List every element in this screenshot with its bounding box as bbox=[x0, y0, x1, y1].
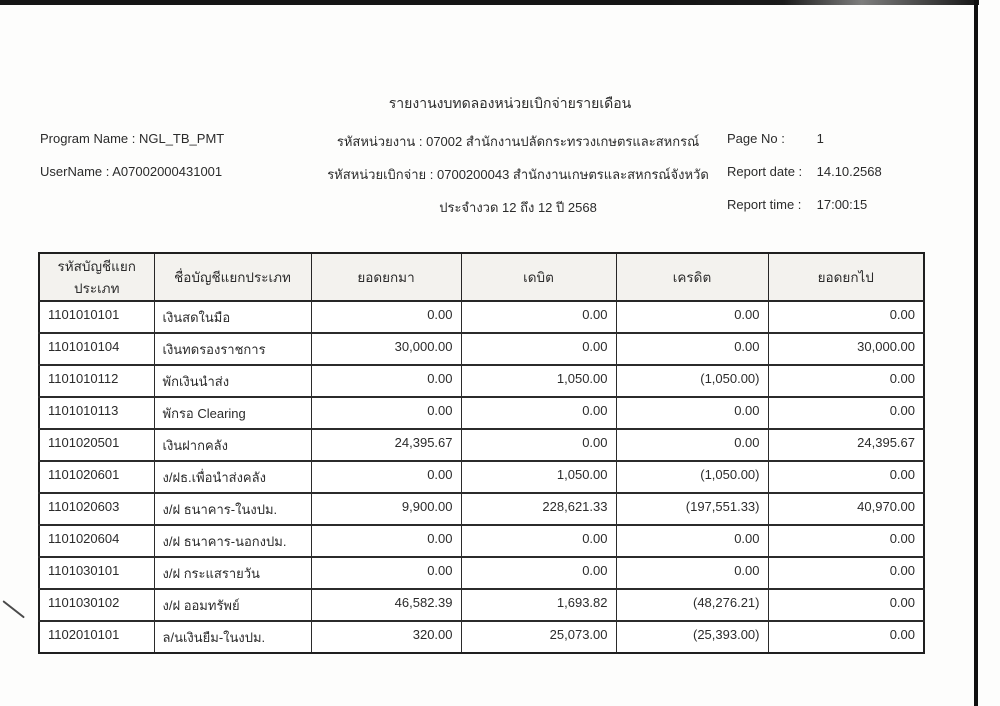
table-row bbox=[39, 557, 924, 589]
user-name: UserName : A07002000431001 bbox=[40, 164, 223, 179]
disbursement-unit-code: รหัสหน่วยเบิกจ่าย : 0700200043 สำนักงานเกษตรและสหกรณ์จังหวัด bbox=[327, 167, 709, 182]
account-name-cell: ง/ฝธ.เพื่อนำส่งคลัง bbox=[154, 461, 311, 493]
agency-code: รหัสหน่วยงาน : 07002 สำนักงานปลัดกระทรวงเกษตรและสหกรณ์ bbox=[336, 134, 700, 149]
table-row bbox=[39, 365, 924, 397]
table-header-cell-1: ชื่อบัญชีแยกประเภท bbox=[154, 253, 311, 301]
pen-mark-artifact bbox=[2, 600, 25, 618]
account-name-cell: พักเงินนำส่ง bbox=[154, 365, 311, 397]
amount-cell: 0.00 bbox=[311, 397, 461, 429]
amount-cell: (1,050.00) bbox=[616, 365, 768, 397]
amount-cell: (25,393.00) bbox=[616, 621, 768, 653]
amount-cell: 24,395.67 bbox=[768, 429, 924, 461]
amount-cell: 24,395.67 bbox=[311, 429, 461, 461]
page-no-label: Page No : bbox=[727, 131, 785, 146]
amount-cell: 320.00 bbox=[311, 621, 461, 653]
account-code-cell: 1101010104 bbox=[39, 333, 154, 365]
account-code-cell: 1101020601 bbox=[39, 461, 154, 493]
period-line: ประจำงวด 12 ถึง 12 ปี 2568 bbox=[439, 200, 597, 215]
amount-cell: 0.00 bbox=[768, 525, 924, 557]
report-time bbox=[727, 197, 867, 212]
report-time-value: 17:00:15 bbox=[816, 197, 868, 212]
table-row bbox=[39, 621, 924, 653]
account-code-cell: 1101030102 bbox=[39, 589, 154, 621]
amount-cell: 0.00 bbox=[311, 557, 461, 589]
amount-cell: 0.00 bbox=[311, 365, 461, 397]
table-header-cell-4: เครดิต bbox=[616, 253, 768, 301]
amount-cell: 40,970.00 bbox=[768, 493, 924, 525]
table-row bbox=[39, 429, 924, 461]
amount-cell: 0.00 bbox=[461, 557, 616, 589]
table-header-cell-2: ยอดยกมา bbox=[311, 253, 461, 301]
table-row bbox=[39, 333, 924, 365]
amount-cell: 30,000.00 bbox=[311, 333, 461, 365]
amount-cell: 46,582.39 bbox=[311, 589, 461, 621]
amount-cell: 1,693.82 bbox=[461, 589, 616, 621]
account-name-cell: เงินทดรองราชการ bbox=[154, 333, 311, 365]
amount-cell: 0.00 bbox=[768, 461, 924, 493]
amount-cell: 0.00 bbox=[616, 397, 768, 429]
amount-cell: 25,073.00 bbox=[461, 621, 616, 653]
amount-cell: (1,050.00) bbox=[616, 461, 768, 493]
table-row bbox=[39, 589, 924, 621]
table-header-row bbox=[39, 253, 924, 301]
page-no-value: 1 bbox=[816, 131, 824, 146]
account-name-cell: ล/นเงินยืม-ในงปม. bbox=[154, 621, 311, 653]
amount-cell: 0.00 bbox=[768, 589, 924, 621]
scan-edge-right bbox=[974, 0, 978, 706]
amount-cell: 0.00 bbox=[461, 429, 616, 461]
account-code-cell: 1101010112 bbox=[39, 365, 154, 397]
amount-cell: 0.00 bbox=[768, 365, 924, 397]
account-code-cell: 1101010113 bbox=[39, 397, 154, 429]
account-name-cell: เงินสดในมือ bbox=[154, 301, 311, 333]
amount-cell: 0.00 bbox=[768, 301, 924, 333]
report-date bbox=[727, 164, 882, 179]
table-row bbox=[39, 525, 924, 557]
trial-balance-table bbox=[38, 252, 925, 654]
scan-edge-top bbox=[0, 0, 979, 5]
amount-cell: 0.00 bbox=[461, 525, 616, 557]
report-date-value: 14.10.2568 bbox=[816, 164, 882, 179]
amount-cell: 0.00 bbox=[616, 301, 768, 333]
page-no bbox=[727, 131, 824, 146]
table-header-cell-0: รหัสบัญชีแยกประเภท bbox=[39, 253, 154, 301]
amount-cell: 0.00 bbox=[461, 333, 616, 365]
report-date-label: Report date : bbox=[727, 164, 803, 179]
amount-cell: 1,050.00 bbox=[461, 365, 616, 397]
report-title: รายงานงบทดลองหน่วยเบิกจ่ายรายเดือน bbox=[388, 95, 632, 111]
amount-cell: 0.00 bbox=[616, 557, 768, 589]
amount-cell: 0.00 bbox=[461, 301, 616, 333]
table-row bbox=[39, 301, 924, 333]
account-code-cell: 1101020604 bbox=[39, 525, 154, 557]
table-row bbox=[39, 461, 924, 493]
account-name-cell: เงินฝากคลัง bbox=[154, 429, 311, 461]
amount-cell: 0.00 bbox=[616, 429, 768, 461]
report-time-label: Report time : bbox=[727, 197, 802, 212]
table-header-cell-5: ยอดยกไป bbox=[768, 253, 924, 301]
amount-cell: 0.00 bbox=[768, 621, 924, 653]
amount-cell: 0.00 bbox=[616, 525, 768, 557]
program-name: Program Name : NGL_TB_PMT bbox=[40, 131, 225, 146]
table-header-cell-3: เดบิต bbox=[461, 253, 616, 301]
account-name-cell: พักรอ Clearing bbox=[154, 397, 311, 429]
table-row bbox=[39, 493, 924, 525]
account-name-cell: ง/ฝ กระแสรายวัน bbox=[154, 557, 311, 589]
account-name-cell: ง/ฝ ธนาคาร-นอกงปม. bbox=[154, 525, 311, 557]
account-name-cell: ง/ฝ ออมทรัพย์ bbox=[154, 589, 311, 621]
amount-cell: 1,050.00 bbox=[461, 461, 616, 493]
account-code-cell: 1101030101 bbox=[39, 557, 154, 589]
table-row bbox=[39, 397, 924, 429]
account-code-cell: 1101020603 bbox=[39, 493, 154, 525]
amount-cell: (48,276.21) bbox=[616, 589, 768, 621]
amount-cell: 228,621.33 bbox=[461, 493, 616, 525]
account-code-cell: 1101010101 bbox=[39, 301, 154, 333]
amount-cell: 9,900.00 bbox=[311, 493, 461, 525]
amount-cell: 0.00 bbox=[461, 397, 616, 429]
account-name-cell: ง/ฝ ธนาคาร-ในงปม. bbox=[154, 493, 311, 525]
amount-cell: 0.00 bbox=[768, 397, 924, 429]
table-body bbox=[39, 301, 924, 653]
account-code-cell: 1101020501 bbox=[39, 429, 154, 461]
amount-cell: 0.00 bbox=[311, 525, 461, 557]
amount-cell: 0.00 bbox=[616, 333, 768, 365]
amount-cell: 30,000.00 bbox=[768, 333, 924, 365]
account-code-cell: 1102010101 bbox=[39, 621, 154, 653]
amount-cell: (197,551.33) bbox=[616, 493, 768, 525]
amount-cell: 0.00 bbox=[768, 557, 924, 589]
amount-cell: 0.00 bbox=[311, 461, 461, 493]
amount-cell: 0.00 bbox=[311, 301, 461, 333]
